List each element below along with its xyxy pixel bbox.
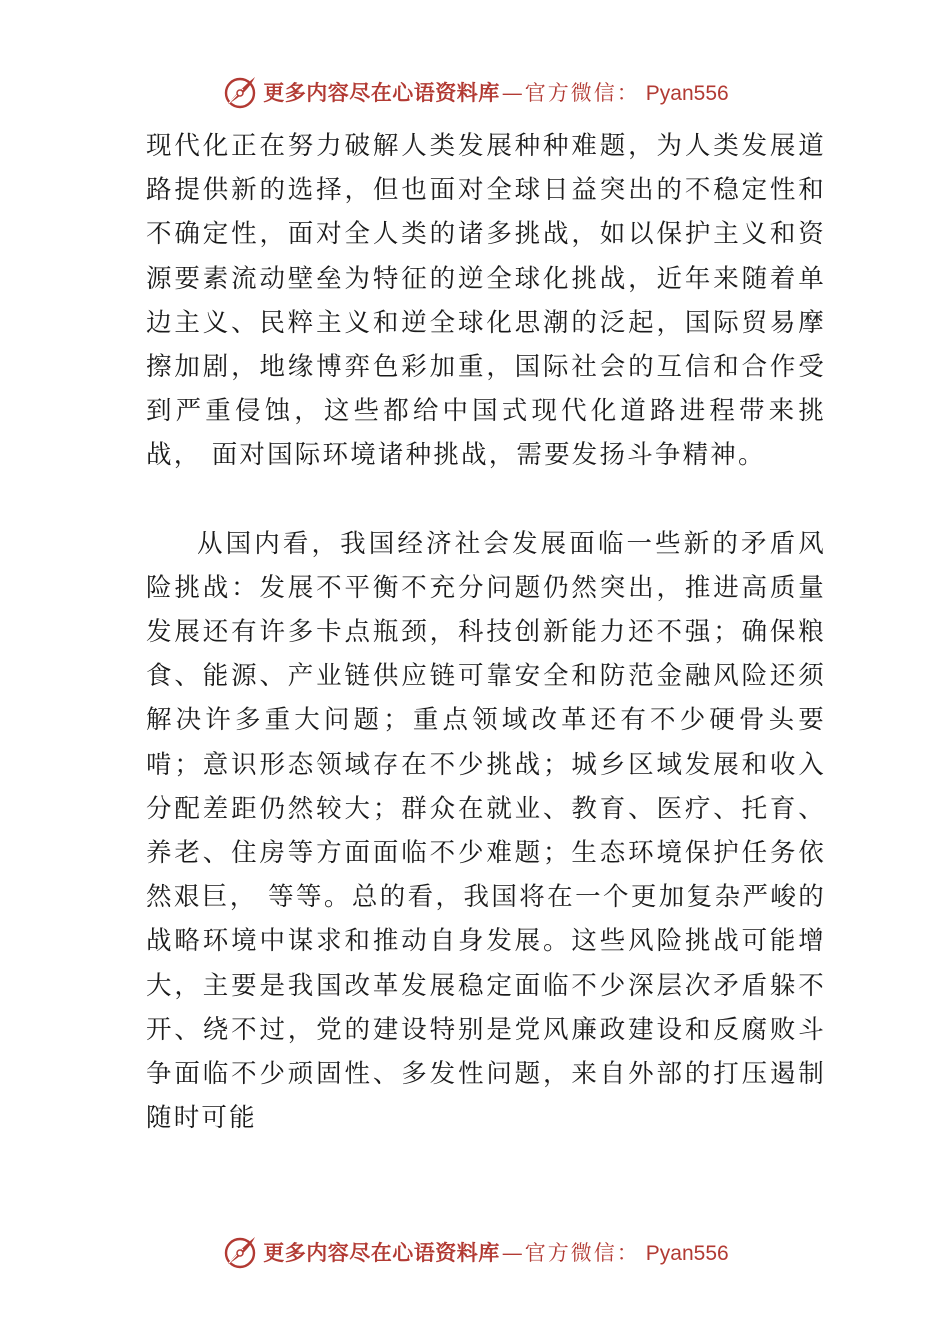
header-wechat-id: Pyan556 — [645, 82, 729, 105]
header-site-text: 更多内容尽在心语资料库 — [263, 80, 500, 105]
quill-pen-logo-icon — [221, 1233, 259, 1271]
header-banner-text — [263, 77, 728, 107]
footer-site-text: 更多内容尽在心语资料库 — [263, 1240, 500, 1265]
footer-wechat-id: Pyan556 — [645, 1242, 729, 1265]
paragraph-spacer — [146, 478, 826, 522]
footer-banner — [0, 1228, 950, 1276]
footer-banner-text — [263, 1237, 728, 1267]
paragraph-international-challenges: 现代化正在努力破解人类发展种种难题，为人类发展道路提供新的选择，但也面对全球日益突出的不稳定性和不确定性，面对全人类的诸多挑战，如以保护主义和资源要素流动壁垒为特征的逆全球化挑战，近年来随着单边主义、民粹主义和逆全球化思潮的泛起，国际贸易摩擦加剧，地缘博弈色彩加重，国际社会的互信和合作受到严重侵蚀，这些都给中国式现代化道路进程带来挑战， 面对国际环境诸种挑战，需要发扬斗争精神。 — [146, 131, 826, 471]
document-body — [146, 124, 826, 1140]
paragraph-domestic-challenges: 从国内看，我国经济社会发展面临一些新的矛盾风险挑战：发展不平衡不充分问题仍然突出，推进高质量发展还有许多卡点瓶颈，科技创新能力还不强；确保粮食、能源、产业链供应链可靠安全和防范金融风险还须解决许多重大问题；重点领域改革还有不少硬骨头要啃；意识形态领域存在不少挑战；城乡区域发展和收入分配差距仍然较大；群众在就业、教育、医疗、托育、养老、住房等方面面临不少难题；生态环境保护任务依然艰巨， 等等。总的看，我国将在一个更加复杂严峻的战略环境中谋求和推动自身发展。这些风险挑战可能增大，主要是我国改革发展稳定面临不少深层次矛盾躲不开、绕不过，党的建设特别是党风廉政建设和反腐败斗争面临不少顽固性、多发性问题，来自外部的打压遏制随时可能 — [146, 528, 826, 1134]
header-separator: — — [501, 81, 523, 105]
header-wechat-label: 官方微信： — [524, 81, 640, 105]
footer-wechat-label: 官方微信： — [524, 1241, 640, 1265]
footer-separator: — — [501, 1241, 523, 1265]
quill-pen-logo-icon — [221, 73, 259, 111]
header-banner — [0, 68, 950, 116]
